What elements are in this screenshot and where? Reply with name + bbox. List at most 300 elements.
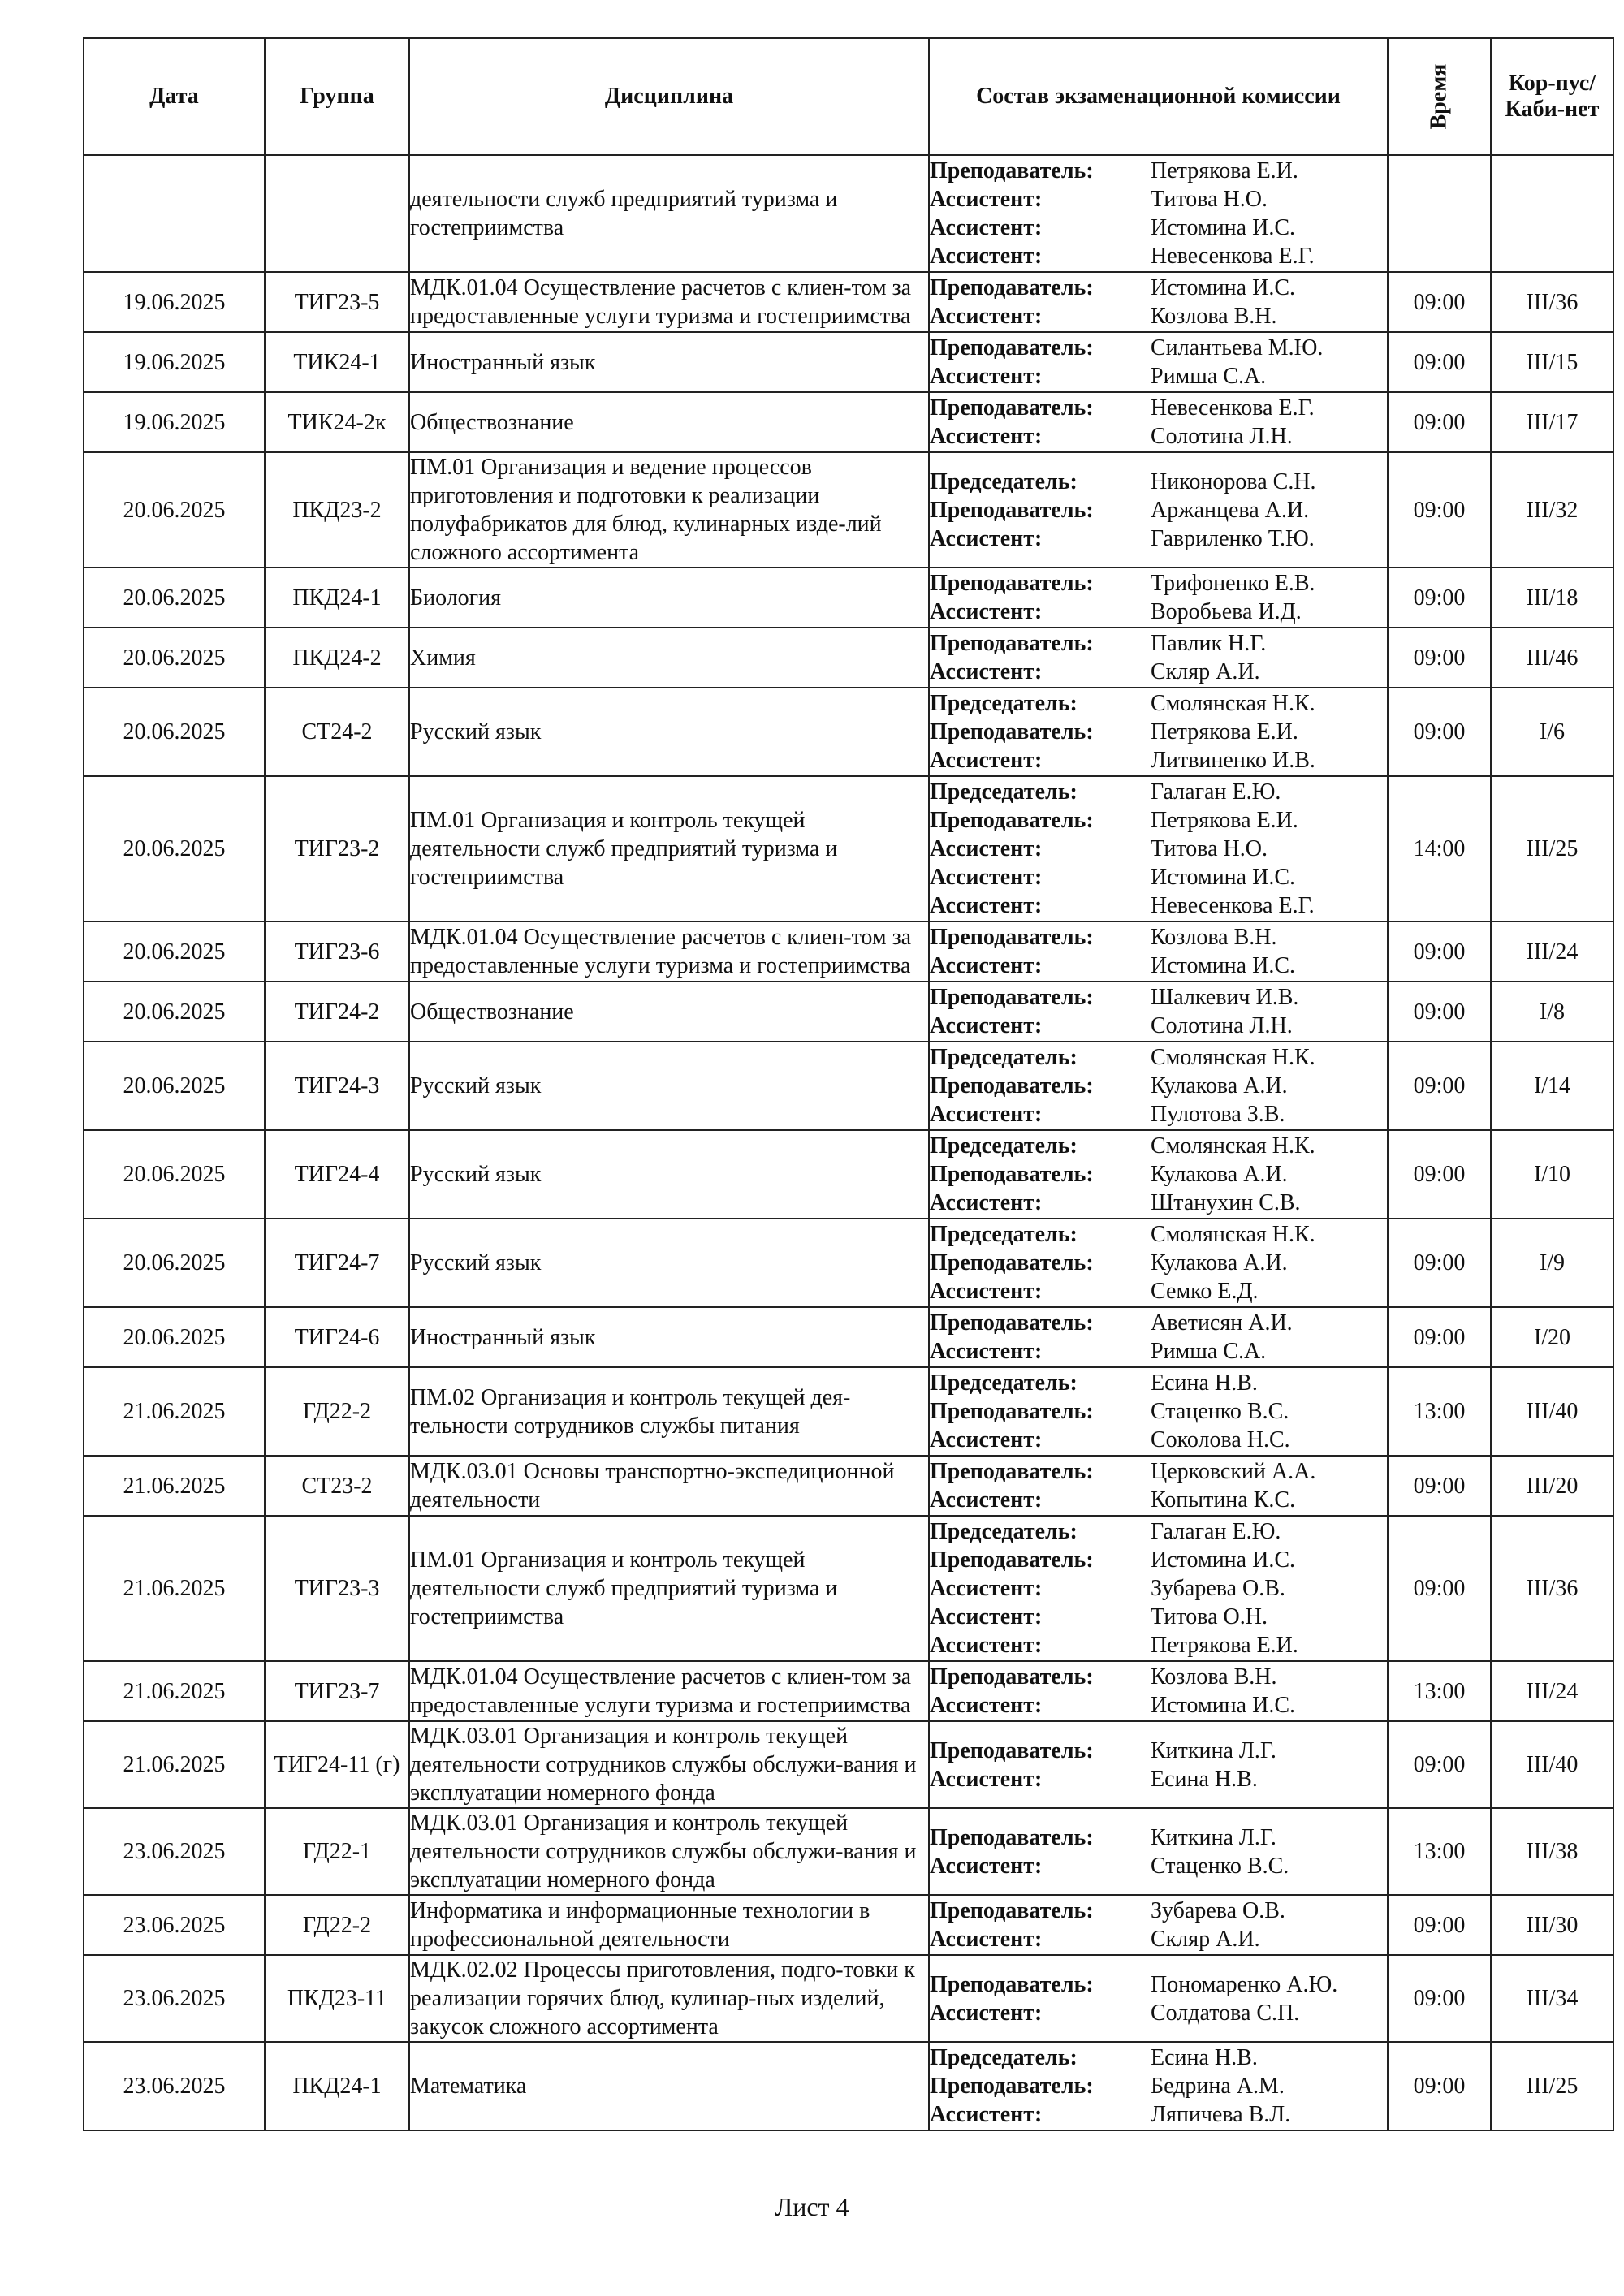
member-name: Невесенкова Е.Г. bbox=[1151, 893, 1315, 918]
commission-member bbox=[930, 1426, 1387, 1454]
table-row bbox=[84, 1367, 1613, 1456]
member-name: Кулакова А.И. bbox=[1151, 1250, 1288, 1275]
group-code: ГД22-1 bbox=[265, 1808, 409, 1895]
group-code: ТИГ24-3 bbox=[265, 1042, 409, 1130]
room-number: III/34 bbox=[1491, 1955, 1613, 2042]
discipline: МДК.01.04 Осуществление расчетов с клиен-том за предоставленные услуги туризма и гостеприимства bbox=[409, 921, 929, 982]
commission-member bbox=[930, 1132, 1387, 1160]
member-name: Семко Е.Д. bbox=[1151, 1279, 1259, 1304]
commission bbox=[929, 452, 1388, 568]
member-name: Аветисян А.И. bbox=[1151, 1310, 1293, 1336]
member-name: Зубарева О.В. bbox=[1151, 1576, 1285, 1601]
member-name: Воробьева И.Д. bbox=[1151, 599, 1302, 624]
commission-member bbox=[930, 1631, 1387, 1659]
room-number: III/40 bbox=[1491, 1721, 1613, 1808]
member-name: Киткина Л.Г. bbox=[1151, 1737, 1276, 1763]
member-name: Истомина И.С. bbox=[1151, 215, 1295, 240]
exam-time: 09:00 bbox=[1388, 2042, 1491, 2130]
exam-date: 20.06.2025 bbox=[84, 921, 265, 982]
exam-date: 20.06.2025 bbox=[84, 568, 265, 628]
commission-member bbox=[930, 1309, 1387, 1337]
table-row bbox=[84, 1895, 1613, 1955]
commission bbox=[929, 1955, 1388, 2042]
member-name: Ляпичева В.Л. bbox=[1151, 2102, 1291, 2127]
member-name: Римша С.А. bbox=[1151, 364, 1267, 389]
exam-time: 09:00 bbox=[1388, 1219, 1491, 1307]
discipline: ПМ.01 Организация и ведение процессов приготовления и подготовки к реализации полуфабрикатов для блюд, кулинарных изде-лий сложного ассортимента bbox=[409, 452, 929, 568]
commission-member bbox=[930, 274, 1387, 302]
discipline: Обществознание bbox=[409, 392, 929, 452]
commission-member bbox=[930, 629, 1387, 658]
commission-member bbox=[930, 1765, 1387, 1793]
commission-member bbox=[930, 746, 1387, 775]
exam-time bbox=[1388, 155, 1491, 272]
commission-member bbox=[930, 214, 1387, 242]
room-number: III/40 bbox=[1491, 1367, 1613, 1456]
exam-date: 21.06.2025 bbox=[84, 1367, 265, 1456]
member-name: Петрякова Е.И. bbox=[1151, 808, 1298, 833]
exam-date: 21.06.2025 bbox=[84, 1661, 265, 1721]
group-code: ПКД24-2 bbox=[265, 628, 409, 688]
room-number: III/32 bbox=[1491, 452, 1613, 568]
room-number: I/8 bbox=[1491, 982, 1613, 1042]
commission-member bbox=[930, 1337, 1387, 1366]
room-number: III/24 bbox=[1491, 921, 1613, 982]
commission-member bbox=[930, 1043, 1387, 1072]
commission-member bbox=[930, 1546, 1387, 1574]
member-name: Бедрина А.М. bbox=[1151, 2074, 1285, 2099]
member-name: Есина Н.В. bbox=[1151, 1370, 1258, 1396]
commission bbox=[929, 272, 1388, 332]
group-code: ТИГ24-11 (г) bbox=[265, 1721, 409, 1808]
room-number: I/20 bbox=[1491, 1307, 1613, 1367]
commission bbox=[929, 688, 1388, 776]
commission-member bbox=[930, 185, 1387, 214]
commission-member bbox=[930, 1852, 1387, 1880]
member-role: Ассистент: bbox=[930, 1576, 1043, 1601]
table-row bbox=[84, 272, 1613, 332]
commission-member bbox=[930, 806, 1387, 835]
group-code: ТИГ24-2 bbox=[265, 982, 409, 1042]
commission-member bbox=[930, 1925, 1387, 1953]
member-role: Преподаватель: bbox=[930, 808, 1094, 833]
exam-time: 09:00 bbox=[1388, 1721, 1491, 1808]
member-role: Ассистент: bbox=[930, 1766, 1043, 1792]
member-role: Ассистент: bbox=[930, 748, 1043, 773]
commission-member bbox=[930, 1823, 1387, 1852]
commission bbox=[929, 1367, 1388, 1456]
table-row bbox=[84, 1307, 1613, 1367]
commission-member bbox=[930, 1189, 1387, 1217]
group-code: ТИК24-2к bbox=[265, 392, 409, 452]
member-role: Ассистент: bbox=[930, 1339, 1043, 1364]
commission-member bbox=[930, 2044, 1387, 2072]
member-role: Ассистент: bbox=[930, 1427, 1043, 1452]
commission-member bbox=[930, 1220, 1387, 1249]
member-name: Зубарева О.В. bbox=[1151, 1898, 1285, 1923]
commission-member bbox=[930, 1486, 1387, 1514]
member-role: Ассистент: bbox=[930, 525, 1043, 551]
discipline: Химия bbox=[409, 628, 929, 688]
room-number: I/6 bbox=[1491, 688, 1613, 776]
member-name: Солдатова С.П. bbox=[1151, 2000, 1300, 2026]
room-number: III/36 bbox=[1491, 272, 1613, 332]
member-role: Преподаватель: bbox=[930, 1162, 1094, 1187]
member-name: Соколова Н.С. bbox=[1151, 1427, 1290, 1452]
member-name: Солотина Л.Н. bbox=[1151, 424, 1293, 449]
commission-member bbox=[930, 362, 1387, 391]
member-name: Петрякова Е.И. bbox=[1151, 158, 1298, 183]
table-row bbox=[84, 392, 1613, 452]
member-role: Ассистент: bbox=[930, 364, 1043, 389]
commission-member bbox=[930, 1970, 1387, 1999]
commission-member bbox=[930, 923, 1387, 952]
member-name: Козлова В.Н. bbox=[1151, 1664, 1277, 1690]
commission-member bbox=[930, 689, 1387, 718]
commission-member bbox=[930, 1457, 1387, 1486]
member-role: Преподаватель: bbox=[930, 395, 1094, 421]
member-name: Солотина Л.Н. bbox=[1151, 1013, 1293, 1038]
discipline: Иностранный язык bbox=[409, 1307, 929, 1367]
member-name: Смолянская Н.К. bbox=[1151, 1222, 1315, 1247]
exam-date: 20.06.2025 bbox=[84, 688, 265, 776]
group-code: ТИГ24-4 bbox=[265, 1130, 409, 1219]
member-role: Преподаватель: bbox=[930, 719, 1094, 744]
commission-member bbox=[930, 1072, 1387, 1100]
commission-member bbox=[930, 598, 1387, 626]
discipline: деятельности служб предприятий туризма и гостеприимства bbox=[409, 155, 929, 272]
member-role: Ассистент: bbox=[930, 1633, 1043, 1658]
member-name: Аржанцева А.И. bbox=[1151, 497, 1310, 523]
member-role: Преподаватель: bbox=[930, 1664, 1094, 1690]
member-role: Председатель: bbox=[930, 2045, 1078, 2070]
member-role: Преподаватель: bbox=[930, 985, 1094, 1010]
exam-date: 19.06.2025 bbox=[84, 332, 265, 392]
exam-date: 20.06.2025 bbox=[84, 628, 265, 688]
member-role: Председатель: bbox=[930, 779, 1078, 805]
room-number: I/9 bbox=[1491, 1219, 1613, 1307]
member-role: Ассистент: bbox=[930, 1693, 1043, 1718]
exam-time: 09:00 bbox=[1388, 1307, 1491, 1367]
commission-member bbox=[930, 468, 1387, 496]
exam-date: 23.06.2025 bbox=[84, 1808, 265, 1895]
exam-date: 23.06.2025 bbox=[84, 1955, 265, 2042]
exam-date: 21.06.2025 bbox=[84, 1721, 265, 1808]
header-time: Время bbox=[1388, 38, 1491, 155]
member-name: Силантьева М.Ю. bbox=[1151, 335, 1324, 360]
member-role: Преподаватель: bbox=[930, 571, 1094, 596]
page-label: Лист 4 bbox=[775, 2192, 849, 2221]
header-date: Дата bbox=[84, 38, 265, 155]
table-header-row bbox=[84, 38, 1613, 155]
member-role: Преподаватель: bbox=[930, 1824, 1094, 1850]
member-name: Стаценко В.С. bbox=[1151, 1853, 1289, 1879]
exam-date: 19.06.2025 bbox=[84, 392, 265, 452]
member-role: Преподаватель: bbox=[930, 158, 1094, 183]
commission-member bbox=[930, 1100, 1387, 1129]
discipline: Иностранный язык bbox=[409, 332, 929, 392]
member-name: Павлик Н.Г. bbox=[1151, 631, 1267, 656]
room-number bbox=[1491, 155, 1613, 272]
table-row bbox=[84, 452, 1613, 568]
member-role: Преподаватель: bbox=[930, 2074, 1094, 2099]
member-name: Литвиненко И.В. bbox=[1151, 748, 1315, 773]
member-role: Преподаватель: bbox=[930, 1310, 1094, 1336]
table-row bbox=[84, 1130, 1613, 1219]
member-role: Ассистент: bbox=[930, 424, 1043, 449]
member-role: Председатель: bbox=[930, 1133, 1078, 1159]
commission bbox=[929, 155, 1388, 272]
member-role: Преподаватель: bbox=[930, 1737, 1094, 1763]
room-number: III/25 bbox=[1491, 776, 1613, 921]
member-role: Председатель: bbox=[930, 1222, 1078, 1247]
commission bbox=[929, 1456, 1388, 1516]
commission bbox=[929, 1130, 1388, 1219]
exam-date: 20.06.2025 bbox=[84, 1219, 265, 1307]
commission-member bbox=[930, 569, 1387, 598]
table-row bbox=[84, 776, 1613, 921]
group-code: ТИГ23-6 bbox=[265, 921, 409, 982]
exam-time: 09:00 bbox=[1388, 628, 1491, 688]
exam-date: 21.06.2025 bbox=[84, 1456, 265, 1516]
member-name: Титова О.Н. bbox=[1151, 1604, 1268, 1629]
commission-member bbox=[930, 334, 1387, 362]
commission-member bbox=[930, 1012, 1387, 1040]
group-code: СТ24-2 bbox=[265, 688, 409, 776]
member-name: Есина Н.В. bbox=[1151, 2045, 1258, 2070]
member-name: Киткина Л.Г. bbox=[1151, 1824, 1276, 1850]
group-code: ТИГ23-3 bbox=[265, 1516, 409, 1661]
member-name: Истомина И.С. bbox=[1151, 865, 1295, 890]
table-row bbox=[84, 1955, 1613, 2042]
exam-time: 09:00 bbox=[1388, 1042, 1491, 1130]
member-name: Петрякова Е.И. bbox=[1151, 719, 1298, 744]
group-code: ПКД24-1 bbox=[265, 2042, 409, 2130]
exam-time: 09:00 bbox=[1388, 982, 1491, 1042]
member-role: Преподаватель: bbox=[930, 1459, 1094, 1484]
member-name: Галаган Е.Ю. bbox=[1151, 1519, 1281, 1544]
member-role: Ассистент: bbox=[930, 187, 1043, 212]
commission bbox=[929, 332, 1388, 392]
commission-member bbox=[930, 983, 1387, 1012]
commission bbox=[929, 776, 1388, 921]
room-number: III/38 bbox=[1491, 1808, 1613, 1895]
commission-member bbox=[930, 524, 1387, 553]
member-role: Ассистент: bbox=[930, 304, 1043, 329]
member-role: Ассистент: bbox=[930, 1853, 1043, 1879]
group-code: ГД22-2 bbox=[265, 1367, 409, 1456]
exam-date: 19.06.2025 bbox=[84, 272, 265, 332]
room-number: III/24 bbox=[1491, 1661, 1613, 1721]
member-name: Есина Н.В. bbox=[1151, 1766, 1258, 1792]
member-name: Истомина И.С. bbox=[1151, 953, 1295, 978]
table-row bbox=[84, 568, 1613, 628]
member-name: Скляр А.И. bbox=[1151, 659, 1260, 684]
group-code: ТИГ24-7 bbox=[265, 1219, 409, 1307]
group-code bbox=[265, 155, 409, 272]
header-room: Кор-пус/ Каби-нет bbox=[1491, 38, 1613, 155]
exam-time: 13:00 bbox=[1388, 1367, 1491, 1456]
exam-time: 13:00 bbox=[1388, 1808, 1491, 1895]
discipline: Математика bbox=[409, 2042, 929, 2130]
commission-member bbox=[930, 863, 1387, 891]
exam-date: 20.06.2025 bbox=[84, 1130, 265, 1219]
exam-date: 20.06.2025 bbox=[84, 1307, 265, 1367]
discipline: МДК.03.01 Основы транспортно-экспедиционной деятельности bbox=[409, 1456, 929, 1516]
table-row bbox=[84, 1721, 1613, 1808]
exam-date: 20.06.2025 bbox=[84, 1042, 265, 1130]
discipline: ПМ.02 Организация и контроль текущей дея-тельности сотрудников службы питания bbox=[409, 1367, 929, 1456]
member-role: Ассистент: bbox=[930, 659, 1043, 684]
commission-member bbox=[930, 658, 1387, 686]
commission-member bbox=[930, 302, 1387, 330]
exam-time: 09:00 bbox=[1388, 1895, 1491, 1955]
member-role: Ассистент: bbox=[930, 893, 1043, 918]
member-role: Преподаватель: bbox=[930, 275, 1094, 300]
member-role: Ассистент: bbox=[930, 1190, 1043, 1215]
member-name: Штанухин С.В. bbox=[1151, 1190, 1301, 1215]
exam-time: 09:00 bbox=[1388, 392, 1491, 452]
discipline: Русский язык bbox=[409, 1219, 929, 1307]
table-row bbox=[84, 155, 1613, 272]
member-name: Истомина И.С. bbox=[1151, 275, 1295, 300]
member-role: Преподаватель: bbox=[930, 925, 1094, 950]
table-row bbox=[84, 2042, 1613, 2130]
discipline: МДК.03.01 Организация и контроль текущей деятельности сотрудников службы обслужи-вания и эксплуатации номерного фонда bbox=[409, 1721, 929, 1808]
room-number: III/30 bbox=[1491, 1895, 1613, 1955]
exam-date: 23.06.2025 bbox=[84, 2042, 265, 2130]
room-number: I/14 bbox=[1491, 1042, 1613, 1130]
commission-member bbox=[930, 1603, 1387, 1631]
exam-date: 20.06.2025 bbox=[84, 452, 265, 568]
exam-date: 21.06.2025 bbox=[84, 1516, 265, 1661]
member-role: Преподаватель: bbox=[930, 1898, 1094, 1923]
commission-member bbox=[930, 1369, 1387, 1397]
group-code: ПКД23-2 bbox=[265, 452, 409, 568]
commission-member bbox=[930, 1574, 1387, 1603]
table-row bbox=[84, 628, 1613, 688]
commission-member bbox=[930, 1249, 1387, 1277]
commission bbox=[929, 392, 1388, 452]
exam-date: 20.06.2025 bbox=[84, 776, 265, 921]
discipline: МДК.03.01 Организация и контроль текущей деятельности сотрудников службы обслужи-вания и эксплуатации номерного фонда bbox=[409, 1808, 929, 1895]
member-role: Ассистент: bbox=[930, 2102, 1043, 2127]
member-role: Председатель: bbox=[930, 1370, 1078, 1396]
group-code: СТ23-2 bbox=[265, 1456, 409, 1516]
member-name: Трифоненко Е.В. bbox=[1151, 571, 1315, 596]
member-role: Ассистент: bbox=[930, 244, 1043, 269]
discipline: Информатика и информационные технологии в профессиональной деятельности bbox=[409, 1895, 929, 1955]
discipline: Русский язык bbox=[409, 688, 929, 776]
commission-member bbox=[930, 1277, 1387, 1306]
member-name: Смолянская Н.К. bbox=[1151, 691, 1315, 716]
commission bbox=[929, 1721, 1388, 1808]
table-row bbox=[84, 1516, 1613, 1661]
table-row bbox=[84, 1042, 1613, 1130]
room-number: III/15 bbox=[1491, 332, 1613, 392]
member-role: Преподаватель: bbox=[930, 1399, 1094, 1424]
room-number: III/36 bbox=[1491, 1516, 1613, 1661]
member-name: Титова Н.О. bbox=[1151, 187, 1268, 212]
header-commission: Состав экзаменационной комиссии bbox=[929, 38, 1388, 155]
member-name: Шалкевич И.В. bbox=[1151, 985, 1299, 1010]
table-row bbox=[84, 1456, 1613, 1516]
discipline: ПМ.01 Организация и контроль текущей деятельности служб предприятий туризма и гостеприимства bbox=[409, 776, 929, 921]
commission-member bbox=[930, 1397, 1387, 1426]
commission bbox=[929, 921, 1388, 982]
commission bbox=[929, 982, 1388, 1042]
member-role: Преподаватель: bbox=[930, 631, 1094, 656]
commission bbox=[929, 628, 1388, 688]
commission bbox=[929, 568, 1388, 628]
commission bbox=[929, 1516, 1388, 1661]
commission-member bbox=[930, 718, 1387, 746]
commission-member bbox=[930, 2100, 1387, 2129]
commission bbox=[929, 1895, 1388, 1955]
member-role: Преподаватель: bbox=[930, 1547, 1094, 1573]
commission bbox=[929, 1219, 1388, 1307]
commission-member bbox=[930, 1517, 1387, 1546]
group-code: ТИГ23-5 bbox=[265, 272, 409, 332]
member-name: Пулотова З.В. bbox=[1151, 1102, 1285, 1127]
room-number: III/17 bbox=[1491, 392, 1613, 452]
member-role: Председатель: bbox=[930, 468, 1078, 494]
header-group: Группа bbox=[265, 38, 409, 155]
member-role: Ассистент: bbox=[930, 1279, 1043, 1304]
member-role: Ассистент: bbox=[930, 1927, 1043, 1952]
exam-schedule-table bbox=[83, 37, 1614, 2131]
member-role: Преподаватель: bbox=[930, 335, 1094, 360]
group-code: ТИГ23-7 bbox=[265, 1661, 409, 1721]
commission bbox=[929, 1661, 1388, 1721]
group-code: ПКД24-1 bbox=[265, 568, 409, 628]
member-name: Пономаренко А.Ю. bbox=[1151, 1971, 1338, 1997]
schedule-sheet bbox=[83, 37, 1613, 2131]
exam-time: 13:00 bbox=[1388, 1661, 1491, 1721]
member-role: Ассистент: bbox=[930, 865, 1043, 890]
member-name: Козлова В.Н. bbox=[1151, 925, 1277, 950]
exam-time: 09:00 bbox=[1388, 1955, 1491, 2042]
member-name: Копытина К.С. bbox=[1151, 1487, 1296, 1513]
commission-member bbox=[930, 835, 1387, 863]
member-role: Ассистент: bbox=[930, 215, 1043, 240]
member-name: Невесенкова Е.Г. bbox=[1151, 395, 1315, 421]
member-name: Скляр А.И. bbox=[1151, 1927, 1260, 1952]
discipline: Русский язык bbox=[409, 1130, 929, 1219]
exam-date: 20.06.2025 bbox=[84, 982, 265, 1042]
commission-member bbox=[930, 422, 1387, 451]
member-name: Гавриленко Т.Ю. bbox=[1151, 525, 1315, 551]
member-role: Председатель: bbox=[930, 1519, 1078, 1544]
discipline: Русский язык bbox=[409, 1042, 929, 1130]
commission-member bbox=[930, 394, 1387, 422]
commission-member bbox=[930, 778, 1387, 806]
member-name: Галаган Е.Ю. bbox=[1151, 779, 1281, 805]
member-name: Римша С.А. bbox=[1151, 1339, 1267, 1364]
member-role: Преподаватель: bbox=[930, 1073, 1094, 1098]
member-name: Титова Н.О. bbox=[1151, 836, 1268, 861]
exam-time: 09:00 bbox=[1388, 688, 1491, 776]
exam-time: 09:00 bbox=[1388, 1456, 1491, 1516]
commission bbox=[929, 1307, 1388, 1367]
commission-member bbox=[930, 157, 1387, 185]
room-number: I/10 bbox=[1491, 1130, 1613, 1219]
discipline: МДК.01.04 Осуществление расчетов с клиен-том за предоставленные услуги туризма и гостеприимства bbox=[409, 272, 929, 332]
discipline: Обществознание bbox=[409, 982, 929, 1042]
room-number: III/46 bbox=[1491, 628, 1613, 688]
member-role: Ассистент: bbox=[930, 1013, 1043, 1038]
exam-time: 14:00 bbox=[1388, 776, 1491, 921]
